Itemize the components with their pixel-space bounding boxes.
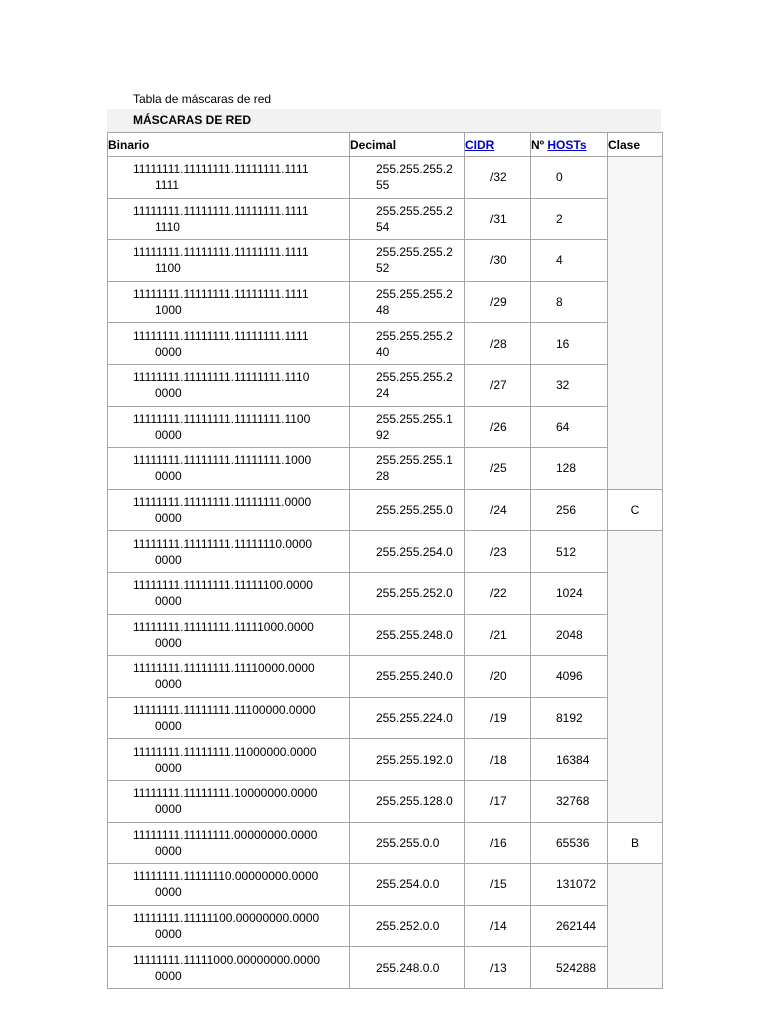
table-row [108, 614, 663, 656]
decimal-mask-line2: 40 [376, 344, 390, 359]
table-row [108, 822, 663, 864]
decimal-mask-line1: 255.255.128.0 [376, 794, 453, 809]
binary-mask-line1: 11111111.11111111.11100000.0000 [133, 703, 316, 718]
binary-mask-line2: 0000 [155, 635, 182, 650]
binary-mask-cell [108, 614, 350, 656]
binary-mask-line1: 11111111.11111111.11111111.1110 [133, 370, 310, 385]
decimal-mask-cell [350, 614, 465, 656]
binary-mask-line1: 11111111.11111111.11111111.1111 [133, 287, 309, 302]
binary-mask-line2: 1100 [155, 261, 181, 276]
decimal-mask-line1: 255.255.240.0 [376, 669, 453, 684]
decimal-mask-cell [350, 448, 465, 490]
table-row [108, 281, 663, 323]
binary-mask-line1: 11111111.11111111.11111000.0000 [133, 619, 314, 634]
decimal-mask-line1: 255.255.255.1 [376, 411, 453, 426]
binary-mask-line2: 0000 [155, 594, 182, 609]
binary-mask-line2: 0000 [155, 802, 182, 817]
binary-mask-line2: 0000 [155, 469, 182, 484]
binary-mask-cell [108, 157, 350, 199]
hosts-cell: 524288 [531, 947, 608, 989]
binary-mask-line2: 0000 [155, 843, 182, 858]
binary-mask-line2: 1111 [155, 178, 180, 193]
binary-mask-cell [108, 531, 350, 573]
class-cell: B [608, 822, 663, 864]
decimal-mask-line1: 255.255.255.1 [376, 453, 453, 468]
binary-mask-line2: 1110 [155, 219, 180, 234]
binary-mask-line2: 0000 [155, 677, 182, 692]
binary-mask-line1: 11111111.11111111.11111111.0000 [133, 495, 312, 510]
class-cell: C [608, 489, 663, 531]
table-banner-title: MÁSCARAS DE RED [133, 113, 252, 127]
binary-mask-line1: 11111111.11111111.11110000.0000 [133, 661, 315, 676]
binary-mask-line1: 11111111.11111111.11111111.1111 [133, 203, 309, 218]
binary-mask-cell [108, 697, 350, 739]
cidr-cell: /15 [465, 864, 531, 906]
decimal-mask-cell [350, 864, 465, 906]
decimal-mask-line2: 48 [376, 303, 390, 318]
binary-mask-cell [108, 572, 350, 614]
hosts-cell: 4096 [531, 656, 608, 698]
table-row [108, 448, 663, 490]
binary-mask-line2: 0000 [155, 344, 182, 359]
hosts-cell: 128 [531, 448, 608, 490]
binary-mask-line1: 11111111.11111111.10000000.0000 [133, 786, 318, 801]
binary-mask-line2: 1000 [155, 303, 182, 318]
table-row [108, 656, 663, 698]
decimal-mask-cell [350, 323, 465, 365]
hosts-cell: 65536 [531, 822, 608, 864]
table-row [108, 531, 663, 573]
class-cell [608, 157, 663, 490]
cidr-cell: /22 [465, 572, 531, 614]
binary-mask-cell [108, 864, 350, 906]
column-header-clase: Clase [608, 133, 663, 157]
decimal-mask-line2: 24 [376, 386, 390, 401]
binary-mask-cell [108, 406, 350, 448]
decimal-mask-cell [350, 531, 465, 573]
binary-mask-cell [108, 905, 350, 947]
hosts-cell: 32768 [531, 780, 608, 822]
hosts-cell: 8 [531, 281, 608, 323]
decimal-mask-line1: 255.254.0.0 [376, 877, 440, 892]
binary-mask-cell [108, 780, 350, 822]
cidr-cell: /24 [465, 489, 531, 531]
table-banner [107, 109, 661, 132]
decimal-mask-cell [350, 780, 465, 822]
binary-mask-line1: 11111111.11111000.00000000.0000 [133, 952, 321, 967]
cidr-cell: /32 [465, 157, 531, 199]
cidr-cell: /20 [465, 656, 531, 698]
decimal-mask-line1: 255.255.0.0 [376, 835, 440, 850]
table-row [108, 240, 663, 282]
binary-mask-cell [108, 656, 350, 698]
decimal-mask-line2: 54 [376, 219, 390, 234]
hosts-link[interactable]: HOSTs [547, 137, 587, 152]
column-header-binario: Binario [108, 133, 350, 157]
hosts-cell: 32 [531, 364, 608, 406]
binary-mask-line2: 0000 [155, 885, 182, 900]
cidr-cell: /30 [465, 240, 531, 282]
hosts-cell: 1024 [531, 572, 608, 614]
decimal-mask-line1: 255.255.224.0 [376, 711, 453, 726]
table-header-row [108, 133, 663, 157]
cidr-cell: /23 [465, 531, 531, 573]
decimal-mask-line1: 255.248.0.0 [376, 960, 440, 975]
binary-mask-line1: 11111111.11111111.11111111.1100 [133, 411, 311, 426]
hosts-header-prefix: Nº [531, 137, 548, 152]
decimal-mask-cell [350, 198, 465, 240]
cidr-link[interactable]: CIDR [465, 137, 495, 152]
binary-mask-cell [108, 240, 350, 282]
hosts-cell: 2 [531, 198, 608, 240]
table-row [108, 947, 663, 989]
binary-mask-line1: 11111111.11111111.11111111.1111 [133, 162, 309, 177]
cidr-cell: /27 [465, 364, 531, 406]
binary-mask-line1: 11111111.11111111.11111111.1111 [133, 328, 309, 343]
table-row [108, 780, 663, 822]
document-title: Tabla de máscaras de red [133, 92, 272, 106]
binary-mask-line2: 0000 [155, 386, 182, 401]
hosts-cell: 262144 [531, 905, 608, 947]
table-row [108, 905, 663, 947]
table-row [108, 157, 663, 199]
decimal-mask-cell [350, 157, 465, 199]
decimal-mask-line2: 28 [376, 469, 390, 484]
binary-mask-cell [108, 822, 350, 864]
decimal-mask-line1: 255.255.255.2 [376, 245, 453, 260]
cidr-cell: /16 [465, 822, 531, 864]
binary-mask-line2: 0000 [155, 719, 182, 734]
binary-mask-line1: 11111111.11111111.11111111.1111 [133, 245, 309, 260]
hosts-cell: 2048 [531, 614, 608, 656]
decimal-mask-line1: 255.255.255.2 [376, 287, 453, 302]
hosts-cell: 0 [531, 157, 608, 199]
column-header-cidr [465, 133, 531, 157]
cidr-cell: /14 [465, 905, 531, 947]
cidr-cell: /18 [465, 739, 531, 781]
netmask-table [107, 132, 663, 989]
binary-mask-line2: 0000 [155, 760, 182, 775]
decimal-mask-line1: 255.255.255.2 [376, 162, 453, 177]
binary-mask-cell [108, 281, 350, 323]
binary-mask-line2: 0000 [155, 427, 182, 442]
decimal-mask-line1: 255.255.255.0 [376, 503, 453, 518]
table-row [108, 364, 663, 406]
binary-mask-cell [108, 448, 350, 490]
decimal-mask-line1: 255.255.255.2 [376, 328, 453, 343]
decimal-mask-cell [350, 364, 465, 406]
table-row [108, 489, 663, 531]
binary-mask-line1: 11111111.11111111.11111111.1000 [133, 453, 312, 468]
column-header-hosts [531, 133, 608, 157]
cidr-cell: /26 [465, 406, 531, 448]
binary-mask-cell [108, 364, 350, 406]
cidr-cell: /29 [465, 281, 531, 323]
table-row [108, 198, 663, 240]
binary-mask-line2: 0000 [155, 968, 182, 983]
binary-mask-line2: 0000 [155, 552, 182, 567]
decimal-mask-cell [350, 489, 465, 531]
hosts-cell: 16 [531, 323, 608, 365]
decimal-mask-line2: 52 [376, 261, 390, 276]
table-row [108, 572, 663, 614]
table-row [108, 697, 663, 739]
table-row [108, 864, 663, 906]
decimal-mask-cell [350, 281, 465, 323]
decimal-mask-cell [350, 822, 465, 864]
decimal-mask-line1: 255.255.248.0 [376, 627, 453, 642]
binary-mask-line2: 0000 [155, 926, 182, 941]
binary-mask-cell [108, 323, 350, 365]
table-row [108, 323, 663, 365]
decimal-mask-cell [350, 406, 465, 448]
cidr-cell: /28 [465, 323, 531, 365]
binary-mask-line2: 0000 [155, 511, 182, 526]
binary-mask-cell [108, 489, 350, 531]
decimal-mask-line1: 255.255.254.0 [376, 544, 453, 559]
decimal-mask-cell [350, 240, 465, 282]
binary-mask-cell [108, 739, 350, 781]
class-cell [608, 864, 663, 989]
cidr-cell: /13 [465, 947, 531, 989]
cidr-cell: /19 [465, 697, 531, 739]
binary-mask-line1: 11111111.11111110.00000000.0000 [133, 869, 319, 884]
decimal-mask-cell [350, 656, 465, 698]
hosts-cell: 8192 [531, 697, 608, 739]
binary-mask-line1: 11111111.11111111.11000000.0000 [133, 744, 317, 759]
decimal-mask-cell [350, 739, 465, 781]
decimal-mask-line1: 255.255.192.0 [376, 752, 453, 767]
hosts-cell: 4 [531, 240, 608, 282]
decimal-mask-cell [350, 697, 465, 739]
decimal-mask-cell [350, 572, 465, 614]
hosts-cell: 512 [531, 531, 608, 573]
cidr-cell: /25 [465, 448, 531, 490]
hosts-cell: 131072 [531, 864, 608, 906]
cidr-cell: /31 [465, 198, 531, 240]
hosts-cell: 64 [531, 406, 608, 448]
binary-mask-line1: 11111111.11111111.11111100.0000 [133, 578, 313, 593]
column-header-decimal: Decimal [350, 133, 465, 157]
table-row [108, 406, 663, 448]
decimal-mask-line2: 55 [376, 178, 390, 193]
decimal-mask-cell [350, 947, 465, 989]
cidr-cell: /21 [465, 614, 531, 656]
binary-mask-line1: 11111111.11111100.00000000.0000 [133, 910, 320, 925]
decimal-mask-cell [350, 905, 465, 947]
hosts-cell: 256 [531, 489, 608, 531]
class-cell [608, 531, 663, 822]
decimal-mask-line2: 92 [376, 427, 390, 442]
decimal-mask-line1: 255.255.255.2 [376, 203, 453, 218]
binary-mask-cell [108, 947, 350, 989]
binary-mask-cell [108, 198, 350, 240]
decimal-mask-line1: 255.252.0.0 [376, 918, 440, 933]
decimal-mask-line1: 255.255.252.0 [376, 586, 453, 601]
binary-mask-line1: 11111111.11111111.00000000.0000 [133, 827, 318, 842]
binary-mask-line1: 11111111.11111111.11111110.0000 [133, 536, 313, 551]
cidr-cell: /17 [465, 780, 531, 822]
hosts-cell: 16384 [531, 739, 608, 781]
table-row [108, 739, 663, 781]
decimal-mask-line1: 255.255.255.2 [376, 370, 453, 385]
